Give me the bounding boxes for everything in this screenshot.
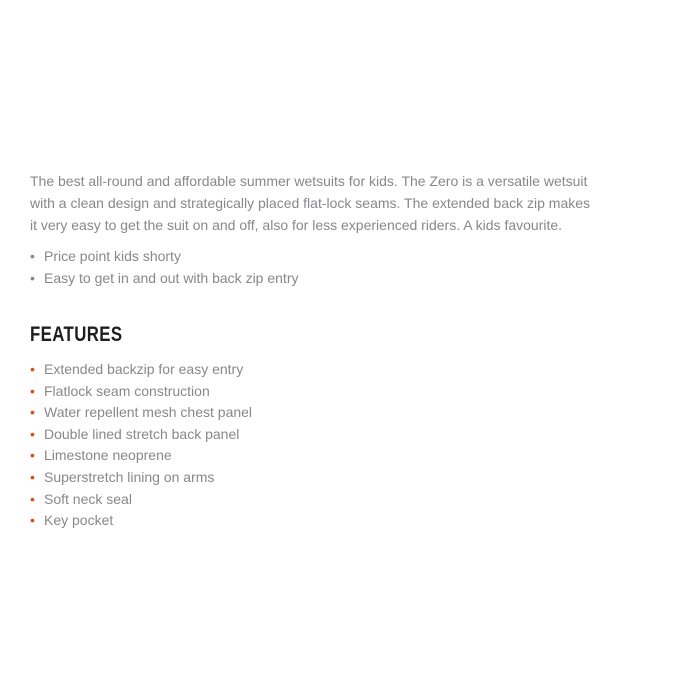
features-list xyxy=(30,359,680,532)
feature-item xyxy=(30,359,680,381)
feature-item-label: Water repellent mesh chest panel xyxy=(44,404,253,421)
highlight-item-label: Price point kids shorty xyxy=(44,248,181,264)
product-description-paragraph xyxy=(30,170,680,236)
bullet-dot-icon: • xyxy=(30,361,35,377)
feature-item-label: Double lined stretch back panel xyxy=(44,425,240,442)
bullet-dot-icon: • xyxy=(30,382,35,399)
feature-item-label: Soft neck seal xyxy=(44,490,132,507)
bullet-dot-icon: • xyxy=(30,512,35,529)
feature-item xyxy=(30,424,680,446)
description-line: with a clean design and strategically placed flat-lock seams. The extended back zip makes xyxy=(30,195,591,211)
bullet-dot-icon: • xyxy=(30,270,35,286)
feature-item xyxy=(30,467,680,489)
feature-item xyxy=(30,381,680,403)
bullet-dot-icon: • xyxy=(30,468,35,485)
highlight-item-label: Easy to get in and out with back zip entry xyxy=(44,270,299,286)
highlight-item xyxy=(30,267,680,289)
bullet-dot-icon: • xyxy=(30,490,35,507)
feature-item-label: Key pocket xyxy=(44,512,114,529)
feature-item xyxy=(30,489,680,511)
feature-item-label: Extended backzip for easy entry xyxy=(44,361,244,377)
bullet-dot-icon: • xyxy=(30,248,35,264)
bullet-dot-icon: • xyxy=(30,447,35,464)
feature-item-label: Limestone neoprene xyxy=(44,447,172,464)
highlight-item xyxy=(30,245,680,267)
bullet-dot-icon: • xyxy=(30,425,35,442)
features-heading: FEATURES xyxy=(30,323,123,346)
bullet-dot-icon: • xyxy=(30,404,35,421)
description-line: it very easy to get the suit on and off, also for less experienced riders. A kids favourite. xyxy=(30,217,563,233)
feature-item-label: Superstretch lining on arms xyxy=(44,468,215,485)
feature-item xyxy=(30,510,680,532)
feature-item xyxy=(30,402,680,424)
description-line: The best all-round and affordable summer wetsuits for kids. The Zero is a versatile wetsuit xyxy=(30,173,588,189)
highlights-list xyxy=(30,245,680,289)
feature-item xyxy=(30,445,680,467)
feature-item-label: Flatlock seam construction xyxy=(44,382,210,399)
